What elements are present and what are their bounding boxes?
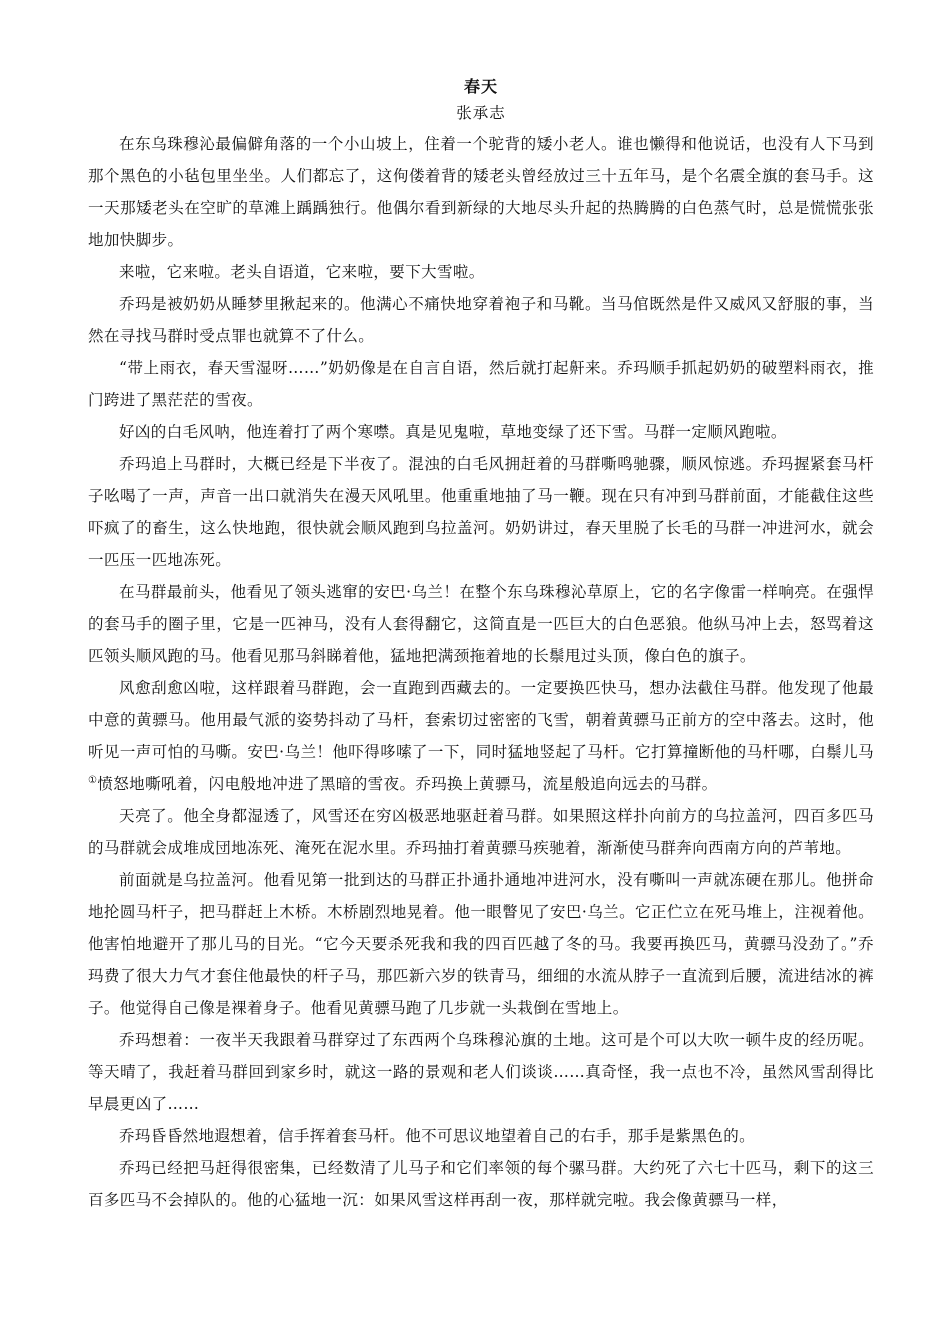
paragraph: 天亮了。他全身都湿透了，风雪还在穷凶极恶地驱赶着马群。如果照这样扑向前方的乌拉盖河，四百多匹马的马群就会成堆成団地冻死、淹死在泥水里。乔玛抽打着黄骠马疾驰着，渐渐使马群奔向西南方向的芦苇地。 bbox=[88, 807, 874, 857]
paragraph: 乔玛已经把马赶得很密集，已经数清了儿马子和它们率领的每个骡马群。大约死了六七十匹马，剩下的这三百多匹马不会掉队的。他的心猛地一沉：如果风雪这样再刮一夜，那样就完啦。我会像黄骠马一样， bbox=[88, 1159, 874, 1209]
paragraph-with-footnote bbox=[88, 672, 874, 800]
paragraph-text: 风愈刮愈凶啦，这样跟着马群跑，会一直跑到西藏去的。一定要换匹快马，想办法截住马群。他发现了他最中意的黄骠马。他用最气派的姿势抖动了马杆，套索切过密密的飞雪，朝着黄骠马正前方的空中落去。这时，他听见一声可怕的马嘶。安巴·乌兰！他吓得哆嗦了一下，同时猛地竖起了马杆。它打算撞断他的马杆哪，白鬃儿马 bbox=[88, 679, 874, 761]
footnote-marker[interactable]: ① bbox=[88, 774, 98, 786]
paragraph: 乔玛是被奶奶从睡梦里揪起来的。他满心不痛快地穿着袍子和马靴。当马倌既然是件又威风又舒服的事，当然在寻找马群时受点罪也就算不了什么。 bbox=[88, 295, 874, 345]
paragraph: 在东乌珠穆沁最偏僻角落的一个小山坡上，住着一个驼背的矮小老人。谁也懒得和他说话，也没有人下马到那个黑色的小毡包里坐坐。人们都忘了，这佝偻着背的矮老头曾经放过三十五年马，是个名震全旗的套马手。这一天那矮老头在空旷的草滩上踽踽独行。他偶尔看到新绿的大地尽头升起的热腾腾的白色蒸气时，总是慌慌张张地加快脚步。 bbox=[88, 135, 874, 249]
paragraph: 好凶的白毛风呐，他连着打了两个寒噤。真是见鬼啦，草地变绿了还下雪。马群一定顺风跑啦。 bbox=[119, 423, 787, 441]
paragraph: 在马群最前头，他看见了领头逃窜的安巴·乌兰！在整个东乌珠穆沁草原上，它的名字像雷一样响亮。在强悍的套马手的圈子里，它是一匹神马，没有人套得翻它，这简直是一匹巨大的白色恶狼。他纵马冲上去，怒骂着这匹领头顺风跑的马。他看见那马斜睇着他，猛地把满颈拖着地的长鬃甩过头顶，像白色的旗子。 bbox=[88, 583, 874, 665]
document-title: 春天 bbox=[463, 77, 498, 96]
paragraph: 来啦，它来啦。老头自语道，它来啦，要下大雪啦。 bbox=[119, 263, 485, 281]
paragraph: 前面就是乌拉盖河。他看见第一批到达的马群正扑通扑通地冲进河水，没有嘶叫一声就冻硬在那儿。他拼命地抡圆马杆子，把马群赶上木桥。木桥剧烈地晃着。他一眼瞥见了安巴·乌兰。它正伫立在死马堆上，注视着他。他害怕地避开了那儿马的目光。“它今天要杀死我和我的四百匹越了冬的马。我要再换匹马，黄骠马没劲了。”乔玛费了很大力气才套住他最快的杆子马，那匹新六岁的铁青马，细细的水流从脖子一直流到后腰，流进结冰的裤子。他觉得自己像是裸着身子。他看见黄骠马跑了几步就一头栽倒在雪地上。 bbox=[88, 871, 874, 1017]
document-page bbox=[88, 76, 874, 1216]
paragraph: 乔玛追上马群时，大概已经是下半夜了。混浊的白毛风拥赶着的马群嘶鸣驰骤，顺风惊逃。乔玛握紧套马杆子吆喝了一声，声音一出口就消失在漫天风吼里。他重重地抽了马一鞭。现在只有冲到马群前面，才能截住这些吓疯了的畜生，这么快地跑，很快就会顺风跑到乌拉盖河。奶奶讲过，春天里脱了长毛的马群一冲进河水，就会一匹压一匹地冻死。 bbox=[88, 455, 874, 569]
paragraph: 乔玛想着：一夜半天我跟着马群穿过了东西两个乌珠穆沁旗的土地。这可是个可以大吹一顿牛皮的经历呢。等天晴了，我赶着马群回到家乡时，就这一路的景观和老人们谈谈……真奇怪，我一点也不冷，虽然风雪刮得比早晨更凶了…… bbox=[88, 1031, 874, 1113]
paragraph: 乔玛昏昏然地遐想着，信手挥着套马杆。他不可思议地望着自己的右手，那手是紫黑色的。 bbox=[119, 1127, 756, 1145]
document-author: 张承志 bbox=[456, 104, 506, 122]
paragraph: “带上雨衣，春天雪湿呀……”奶奶像是在自言自语，然后就打起鼾来。乔玛顺手抓起奶奶的破塑料雨衣，推门跨进了黑茫茫的雪夜。 bbox=[88, 359, 874, 409]
paragraph-text-tail: 愤怒地嘶吼着，闪电般地冲进了黑暗的雪夜。乔玛换上黄骠马，流星般追向远去的马群。 bbox=[97, 775, 718, 793]
